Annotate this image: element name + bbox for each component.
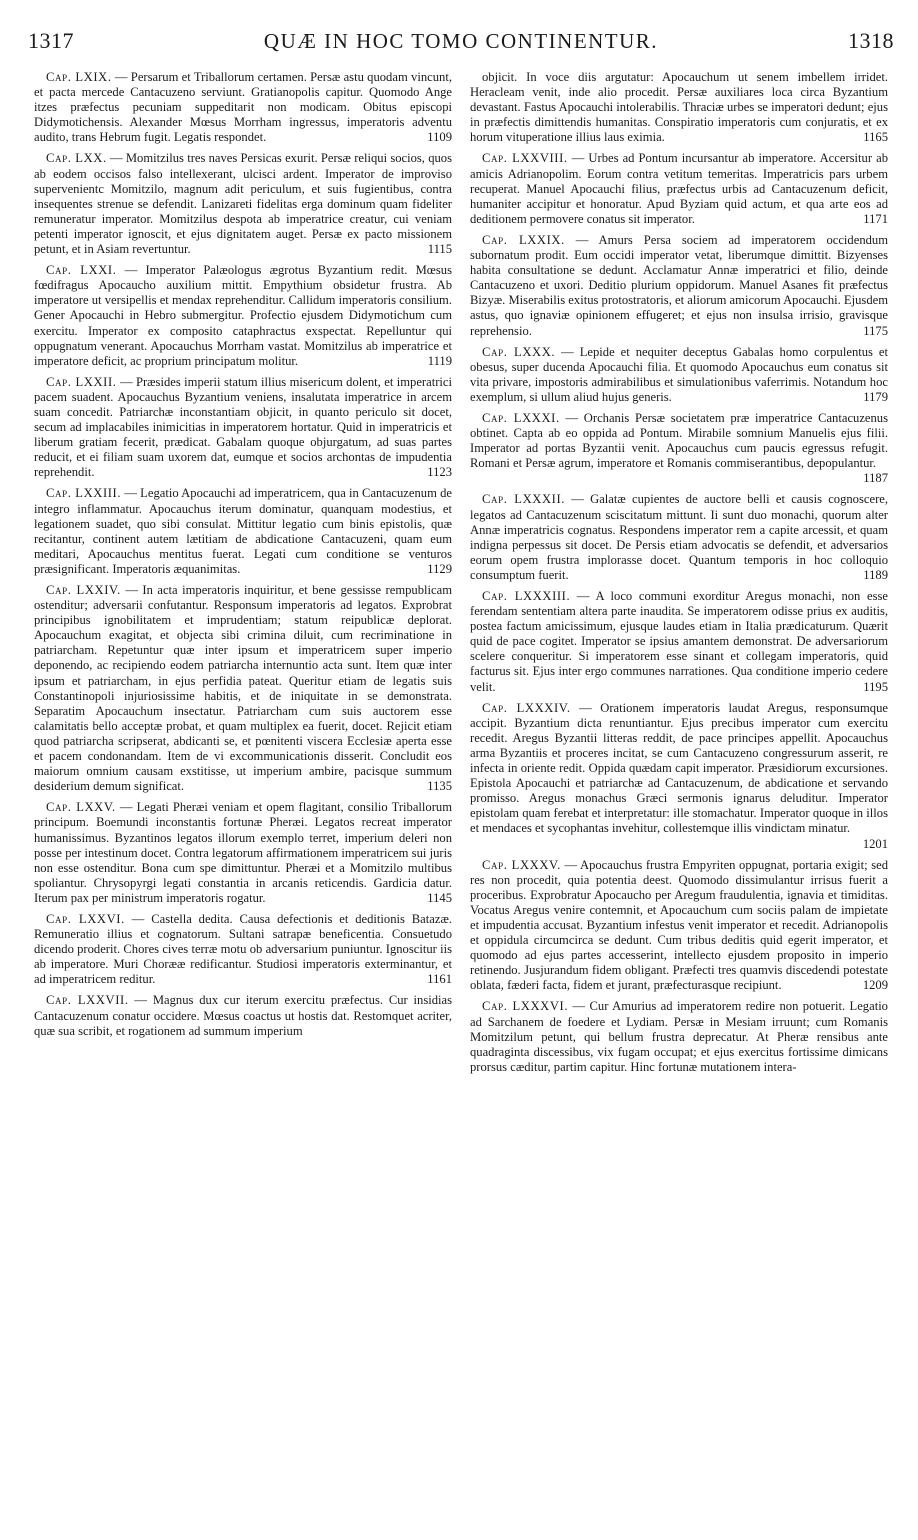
left-page-number: 1317 <box>28 28 74 53</box>
chapter-summary <box>34 912 452 987</box>
running-title: QUÆ IN HOC TOMO CONTINENTUR. <box>263 29 659 53</box>
left-column <box>34 70 452 1530</box>
chapter-text: — Momitzilus tres naves Persicas exurit. Persæ reliqui socios, quos ab eodem occisos falso intellexerant, ulcisci ardent. Imperator de improviso supervenientc Momitzilo, magnum adit periculum, et suis fugientibus, contra insequentes strenue se defendit. Lanizareti fidelitas erga dominum quam fideliter remuneratur imperator. Momitzilus despota ab imperatrice creatur, cui veniam petenti imperator ignoscit, et ejus dignitatem auget. Persæ ex pacto missionem petunt, et in Asiam revertuntur. <box>34 151 452 257</box>
chapter-number: Cap. LXXIX. <box>482 232 565 247</box>
chapter-summary <box>470 151 888 226</box>
chapter-summary <box>34 486 452 577</box>
text-columns <box>34 70 888 1530</box>
page-reference: 1165 <box>863 130 888 145</box>
page-reference: 1195 <box>863 679 888 694</box>
page-reference: 1161 <box>427 972 452 987</box>
chapter-number: Cap. LXXXI. <box>482 410 560 425</box>
chapter-summary <box>470 701 888 852</box>
page-reference: 1129 <box>427 561 452 576</box>
page-reference: 1123 <box>427 465 452 480</box>
chapter-summary <box>470 492 888 583</box>
chapter-number: Cap. LXXVII. <box>46 993 129 1008</box>
page-reference: 1119 <box>427 353 452 368</box>
chapter-summary <box>34 263 452 369</box>
page-reference: 1171 <box>863 211 888 226</box>
chapter-text: — In acta imperatoris inquiritur, et bene gessisse rempublicam ostenditur; adversarii confutantur. Responsum imperatoris ad legatos. Exprobrat principibus ignobilitatem et imprudentiam; statum reipublicæ deplorat. Apocauchum exagitat, et objecta sibi crimina diluit, cum recriminatione in patriarcham. Repetuntur quæ inter ipsum et imperatricem super imperio deponendo, ac recipiendo eodem patriarcha internuntio acta sunt. Item quæ inter ipsum et patriarcham, in ejus perfidia pateat. Queritur etiam de legatis suis Constantinopoli injuriosissime habitis, et de iniquitate in se demonstrata. Separatim Apocauchum insectatur. Patriarcham cum suis auctorem esse calamitatis bello acceptæ probat, et quam multiplex ea fuerit, docet. Rejicit etiam quod patriarcha scripserat, abdicanti se, et pœnitenti viscera Ecclesiæ aperta esse et pacem condonandam. Item de vi excommunicationis disserit. Concludit eos maiorum omnium causam exstitisse, ut imperium ambire, pacisque summum desiderium demum significat. <box>34 583 452 794</box>
page-reference: 1187 <box>863 471 888 486</box>
page-reference: 1179 <box>863 389 888 404</box>
page-reference: 1109 <box>427 130 452 145</box>
chapter-number: Cap. LXXII. <box>46 374 117 389</box>
page-header <box>28 28 894 62</box>
chapter-number: Cap. LXIX. <box>46 70 112 84</box>
chapter-text: — Urbes ad Pontum incursantur ab imperatore. Accersitur ab amicis Adrianopolim. Eorum contra vetitum temeritas. Imperatricis pars urbem recuperat. Manuel Apocauchi filius, præfectus urbis ad Cantacuzenum deficit, humaniter accipitur et honoratur. Apud Byziam quid actum, et qua arte eos ad deditionem permovere conatus sit imperator. <box>470 151 888 226</box>
chapter-summary <box>34 375 452 481</box>
chapter-summary <box>470 411 888 486</box>
page-reference: 1115 <box>427 242 452 257</box>
chapter-number: Cap. LXXV. <box>46 800 116 815</box>
chapter-text: — Galatæ cupientes de auctore belli et causis cognoscere, legatos ad Cantacuzenum sciscitatum mittunt. Ii sunt duo monachi, quorum alter Annæ imperatricis cognatus. Respondens imperator rem a capite arcessit, et quam indigna perpessus sit docet. De Persis etiam advocatis se defendit, et adversarios eorum opem frustra implorasse docet. Quantum temporis in hoc colloquio consumptum fuerit. <box>470 492 888 582</box>
page-reference: 1135 <box>427 779 452 794</box>
page-reference: 1145 <box>427 890 452 905</box>
chapter-number: Cap. LXXXII. <box>482 492 566 507</box>
chapter-text: — Orationem imperatoris laudat Aregus, responsumque accipit. Byzantium dicta renuntiantur. Ejus precibus imperator cum exercitu recedit. Aregus Byzantii litteras reddit, de pace principes appellit. Apocauchus arma Byzantiis et proceres incitat, se cum Cantacuzeno congressurum asserit, re infecta in oriente redit. Oppida quædam capit imperator. Præsidiorum excursiones. Epistola Apocauchi et patriarchæ ad Cantacuzenum, de abdicatione et servando promisso. Aregus monachus Græci sermonis ignarus deluditur. Imperator epistolam quam ferebat et interpretatur: ille stomachatur. Imperator quoque in illos et mendaces et sycophantas invehitur, collestemque illis vindictam minatur. <box>470 700 888 836</box>
chapter-number: Cap. LXXIV. <box>46 583 121 597</box>
chapter-number: Cap. LXXVIII. <box>482 151 568 166</box>
chapter-summary <box>470 999 888 1074</box>
chapter-summary <box>34 151 452 257</box>
chapter-text: — Lepide et nequiter deceptus Gabalas homo corpulentus et obesus, super ducenda Apocauchi filia. Et quomodo Apocauchus eum conatus sit vita privare, impostoris admirabilibus et simulationibus vaferrimis. Notandum hoc exemplum, si ullum aliud hujus generis. <box>470 344 888 404</box>
chapter-summary <box>34 70 452 145</box>
chapter-number: Cap. LXXVI. <box>46 911 125 926</box>
chapter-summary <box>470 589 888 695</box>
chapter-summary <box>34 583 452 794</box>
chapter-number: Cap. LXXX. <box>482 344 556 359</box>
chapter-text: objicit. In voce diis argutatur: Apocauchum ut senem imbellem irridet. Heracleam venit, inde alio procedit. Persæ auxiliares loca circa Byzantium devastant. Fastus Apocauchi intolerabilis. Thraciæ urbes se imperatori dedunt; ejus in præfectis dimittendis humanitas. Conspiratio imperatoris cum conjuratis, et ex horum vituperatione illius laus eximia. <box>470 70 888 145</box>
page-reference: 1189 <box>863 567 888 582</box>
chapter-number: Cap. LXX. <box>46 151 107 166</box>
chapter-text: — Persarum et Triballorum certamen. Persæ astu quodam vincunt, et pacta mercede Cantacuzeno serviunt. Gratianopolis capitur. Quomodo Ange itzes præfectus pecuniam suppeditarit non modicam. Obitus episcopi Didymotichensis. Alexander Mœsus Morrham ingressus, imperatoris adventu audito, trans Hebrum fugit. Legatis respondet. <box>34 70 452 145</box>
chapter-text: — Apocauchus frustra Empyriten oppugnat, portaria exigit; sed res non procedit, quia potentia deest. Quomodo dissimulantur irrisus fuerit a proceribus. Exprobratur Apocaucho per Aregum fraudulentia, ignavia et timiditas. Vocatus Aregus venire contemnit, et Apocauchum cum sociis palam de impietate et impudentia accusat. Byzantium infestus venit imperator et recedit. Adrianopolis et oppidula circumcirca se dedunt. Cum tribus deditis quid egerit imperator, et quomodo ad ejus partes accesserint, intellecto ejusdem proposito in imperio retinendo. Jusjurandum fidem obligant. Præfecti tres quamvis discedendi potestate oblata, fæderi facta, fidem et jurant, præfecturasque recipiunt. <box>470 857 888 993</box>
page-reference: 1209 <box>862 978 888 993</box>
chapter-text: — Amurs Persa sociem ad imperatorem occidendum subornatum prodit. Eum occidi imperator vetat, liberumque dimittit. Bizyenses habita consultatione se dedunt. Acclamatur Annæ imperatrici et filio, deinde Cantacuzeno et uxori. Deditio plurium oppidorum. Manuel Asanes fit præfectus Bizyæ. Miserabilis exitus protostratoris, et aliorum amicorum Apocauchi. Ejusdem astus, quo ignaviæ opinionem effugeret; et ejus non insulsa irrisio, gravisque reprehensio. <box>470 232 888 338</box>
chapter-number: Cap. LXXXV. <box>482 857 561 872</box>
chapter-summary <box>470 70 888 145</box>
right-column <box>470 70 888 1530</box>
chapter-summary <box>470 345 888 405</box>
chapter-text: — Imperator Palæologus ægrotus Byzantium redit. Mœsus fœdifragus Apocaucho auxilium mittit. Empythium obsidetur frustra. Ab imperatore ut versipellis et mendax reprehenditur. Callidum imperatoris consilium. Gener Apocauchi in Hebro submergitur. Profectio ejusdem Didymotichum cum exercitu. Imperator ex composito cataphractus exspectat. Repelluntur qui oppugnatum venerant. Apocauchus Morrham vastat. Momitzilus ab imperatrice et imperatore deficit, ac proprium principatum molitur. <box>34 263 452 368</box>
chapter-text: — Legati Pheræi veniam et opem flagitant, consilio Triballorum principum. Boemundi inconstantis fortunæ Pheræi. Legatos recreat imperator humanissimus. Byzantinos legatos illorum exemplo terret, imperium deleri non posse per intestinum docet. Contra legatorum affirmationem imperatricem sui juris non esse ostenditur. Bona cum spe dimittuntur. Pheræi et a Momitzilo multibus spoliantur. Chrysopyrgi legati constantia in arcanis reticendis. Gardicia datur. Iterum pax per ministrum imperatoris rogatur. <box>34 800 452 905</box>
chapter-number: Cap. LXXXVI. <box>482 999 569 1014</box>
right-page-number: 1318 <box>847 28 894 53</box>
chapter-text: — Orchanis Persæ societatem præ imperatrice Cantacuzenus obtinet. Capta ab eo oppida ad Pontum. Mirabile somnium Manuelis ejus filii. Imperator ad portas Byzantii venit. Apocauchus cum paucis egressus refugit. Romani et Persæ agrum, imperatore et Romanis commiserantibus, depopulantur. <box>470 410 888 471</box>
chapter-text: — Magnus dux cur iterum exercitu præfectus. Cur insidias Cantacuzenum conatur occidere. Mœsus coactus ut hostis dat. Restomquet acriter, quæ sua scribit, et rogationem ad summum imperium <box>34 993 452 1038</box>
chapter-text: — A loco communi exorditur Aregus monachi, non esse ferendam sententiam altera parte inaudita. Se imperatorem odisse prius ex auditis, postea factum amicissimum, ejusque laudes etiam in Italia prædicaturum. Quærit quid de pace cogitet. Imperator se ipsius amantem demonstrat. De adversariorum scelere conqueritur. Si imperatorem esse sinant et collegam imperatoris, quid facturus sit. Ejus inter ergo communes narrationes. Qua conditione imperio cedere velit. <box>470 589 888 694</box>
chapter-number: Cap. LXXI. <box>46 263 117 278</box>
page-reference: 1201 <box>862 836 888 851</box>
chapter-number: Cap. LXXXIII. <box>482 589 571 603</box>
chapter-text: — Cur Amurius ad imperatorem redire non potuerit. Legatio ad Sarchanem de foedere et Lydiam. Persæ in Mesiam irruunt; cum Romanis Momitzilum petunt, qui bellum frustra deprecatur. At Pheræ rensibus ante quadraginta discessibus, vix fugam occupat; et ejus exercitus fortissime dimicans prorsus cæditur, partim capitur. Hinc fortunæ mutationem intera- <box>470 999 888 1074</box>
chapter-summary <box>34 800 452 906</box>
chapter-text: — Præsides imperii statum illius misericum dolent, et imperatrici pacem suadent. Apocauchus Byzantium veniens, insalutata imperatrice in arcem suam concedit. Patriarchæ inconstantiam objicit, in quanto periculo sit docet, secum ad implacabiles inimicitias in imperatorem hortatur. Quid in imperatricis et liberum gratiam fecerit, prædicat. Gabalam quoque objurgatum, ad suas partes reducit, et ei filiam suam uxorem dat, eumque et socios archontas de impudentia reprehendit. <box>34 374 452 480</box>
chapter-number: Cap. LXXXIV. <box>482 700 571 715</box>
chapter-number: Cap. LXXIII. <box>46 486 122 501</box>
chapter-text: — Castella dedita. Causa defectionis et deditionis Batazæ. Remuneratio illius et cognatorum. Sultani satrapæ beneficentia. Consuetudo dicendo proderit. Chores cives terræ motu ob adversarium puniuntur. Ignoscitur iis ab imperatore. Muri Chorææ redificantur. Studiosi imperatoris exterminantur, et ad imperatricem reditur. <box>34 911 452 987</box>
chapter-text: — Legatio Apocauchi ad imperatricem, qua in Cantacuzenum de integro inflammatur. Apocauchus iterum dominatur, quanquam modestius, et legationem suadet, quo sibi consulat. Mittitur legatio cum binis epistolis, quæ recitantur, continent autem lætitiam de abdicatione Cantacuzeni, quam eum meditari, Apocauchus mentitus fuerat. Legati cum conditione se venturos præsignificant. Imperatoris æquanimitas. <box>34 486 452 576</box>
chapter-summary <box>470 858 888 994</box>
chapter-summary <box>470 233 888 339</box>
page-reference: 1175 <box>863 323 888 338</box>
chapter-summary <box>34 993 452 1038</box>
